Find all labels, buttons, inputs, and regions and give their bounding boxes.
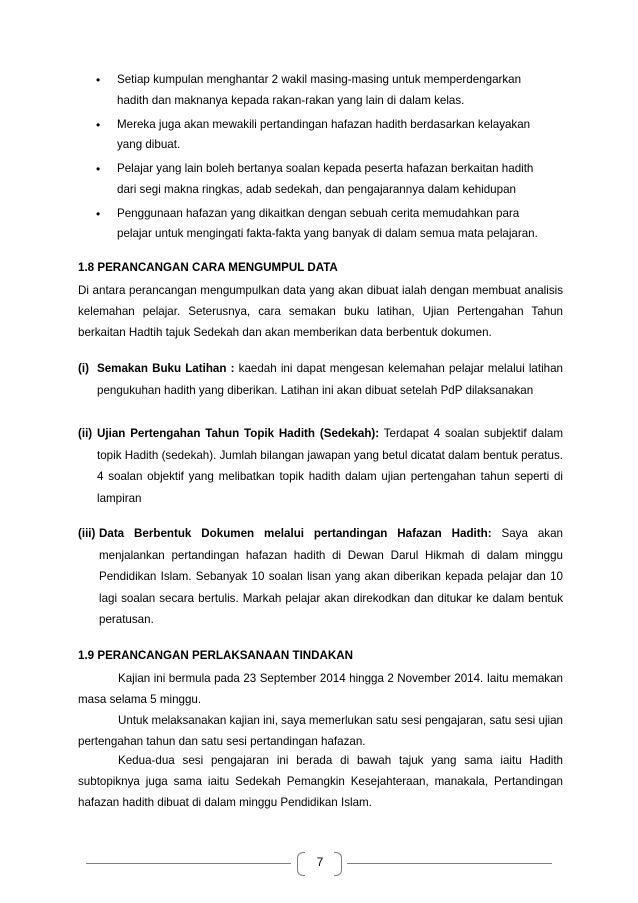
footer-rule-left — [86, 863, 291, 864]
list-item — [96, 70, 546, 111]
section-1-9-paragraph: Kedua-dua sesi pengajaran ini berada di bawah tajuk yang sama iaitu Hadith subtopiknya juga sama iaitu Sedekah Pemangkin Kesejahteraan, manakala, Pertandingan hafazan hadith dibuat di dalam minggu Pendidikan Islam. — [78, 754, 563, 809]
item-title: Semakan Buku Latihan : — [97, 362, 235, 375]
right-bracket-icon — [334, 852, 342, 876]
left-bracket-icon — [297, 852, 305, 876]
section-1-9-paragraph: Kajian ini bermula pada 23 September 2014 hingga 2 November 2014. Iaitu memakan masa selama 5 minggu. — [78, 672, 563, 706]
item-text: kaedah ini dapat mengesan kelemahan pelajar melalui latihan pengukuhan hadith yang diberikan. Latihan ini akan dibuat setelah PdP dilaksanakan — [97, 362, 563, 397]
bullet-list — [96, 70, 546, 248]
section-heading-1-8: 1.8 PERANCANGAN CARA MENGUMPUL DATA — [78, 261, 338, 274]
item-title: Ujian Pertengahan Tahun Topik Hadith (Sedekah): — [97, 427, 380, 440]
item-number: (iii) — [78, 527, 96, 540]
page-number: 7 — [316, 855, 324, 869]
data-method-item-iii — [78, 523, 563, 631]
page-footer — [86, 850, 552, 880]
bullet-icon: • — [96, 73, 101, 87]
bullet-icon: • — [96, 206, 101, 221]
list-item — [96, 159, 546, 200]
data-method-item-ii — [78, 423, 563, 509]
item-title: Data Berbentuk Dokumen melalui pertandingan Hafazan Hadith: — [99, 527, 492, 540]
section-1-8-paragraph: Di antara perancangan mengumpulkan data yang akan dibuat ialah dengan membuat analisis kelemahan pelajar. Seterusnya, cara semakan buku latihan, Ujian Pertengahan Tahun berkaitan Hadtih tajuk Sedekah dan akan memberikan data berbentuk dokumen. — [78, 284, 563, 339]
bullet-icon: • — [96, 162, 101, 176]
bullet-text: Setiap kumpulan menghantar 2 wakil masing-masing untuk memperdengarkan hadith dan maknanya kepada rakan-rakan yang lain di dalam kelas. — [117, 73, 522, 107]
section-heading-1-9: 1.9 PERANCANGAN PERLAKSANAAN TINDAKAN — [78, 649, 354, 662]
list-item — [96, 115, 546, 156]
data-method-item-i — [78, 358, 563, 401]
bullet-text: Mereka juga akan mewakili pertandingan hafazan hadith berdasarkan kelayakan yang dibuat. — [117, 117, 531, 151]
bullet-icon: • — [96, 117, 101, 132]
item-text: Terdapat 4 soalan subjektif dalam topik Hadith (sedekah). Jumlah bilangan jawapan yang betul dicatat dalam bentuk peratus. 4 soalan objektif yang melibatkan topik hadith dalam ujian pertengahan tahun seperti di lampiran — [97, 427, 563, 505]
list-item — [96, 204, 546, 245]
bullet-text: Pelajar yang lain boleh bertanya soalan kepada peserta hafazan berkaitan hadith dari segi makna ringkas, adab sedekah, dan pengajarannya dalam kehidupan — [117, 162, 534, 196]
item-number: (ii) — [78, 427, 93, 440]
bullet-text: Penggunaan hafazan yang dikaitkan dengan sebuah cerita memudahkan para pelajar untuk mengingati fakta-fakta yang banyak di dalam semua mata pelajaran. — [117, 206, 538, 240]
footer-rule-right — [347, 863, 552, 864]
item-number: (i) — [78, 362, 89, 375]
item-text: Saya akan menjalankan pertandingan hafazan hadith di Dewan Darul Hikmah di dalam minggu Pendidikan Islam. Sebanyak 10 soalan lisan yang akan diberikan kepada pelajar dan 10 lagi soalan secara bertulis. Markah pelajar akan direkodkan dan ditukar ke dalam bentuk peratusan. — [99, 527, 563, 626]
section-1-9-paragraph: Untuk melaksanakan kajian ini, saya memerlukan satu sesi pengajaran, satu sesi ujian pertengahan tahun dan satu sesi pertandingan hafazan. — [78, 714, 563, 748]
